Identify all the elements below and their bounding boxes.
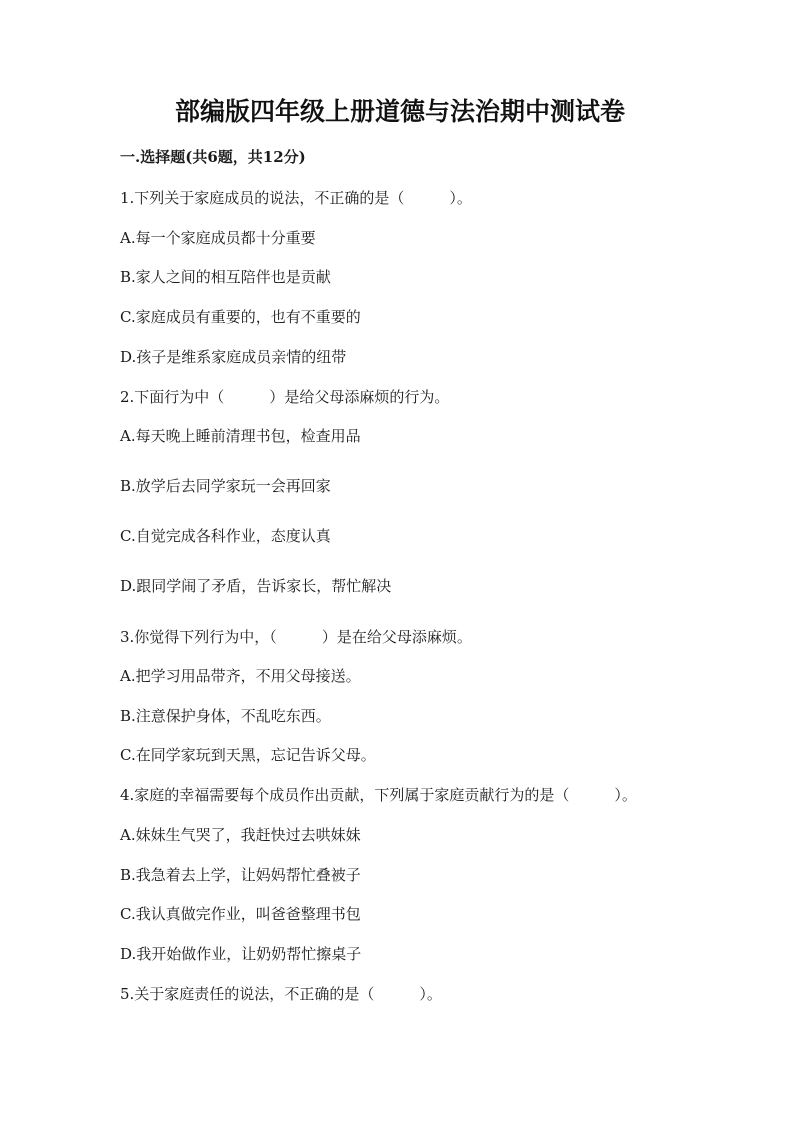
- question-1-stem: 1.下列关于家庭成员的说法，不正确的是（ ）。: [120, 189, 472, 207]
- question-1-option-a: A.每一个家庭成员都十分重要: [120, 229, 316, 247]
- section-heading: 一.选择题(共6题，共12分): [120, 148, 306, 166]
- question-2-option-c: C.自觉完成各科作业，态度认真: [120, 527, 331, 545]
- question-5-stem: 5.关于家庭责任的说法，不正确的是（ ）。: [120, 985, 442, 1003]
- question-3-option-a: A.把学习用品带齐，不用父母接送。: [120, 667, 361, 685]
- question-1-option-d: D.孩子是维系家庭成员亲情的纽带: [120, 348, 347, 366]
- question-4-stem: 4.家庭的幸福需要每个成员作出贡献，下列属于家庭贡献行为的是（ ）。: [120, 786, 637, 804]
- page-title: 部编版四年级上册道德与法治期中测试卷: [174, 97, 625, 126]
- question-4-option-b: B.我急着去上学，让妈妈帮忙叠被子: [120, 866, 361, 884]
- question-2-option-b: B.放学后去同学家玩一会再回家: [120, 477, 331, 495]
- question-4-option-c: C.我认真做完作业，叫爸爸整理书包: [120, 905, 361, 923]
- question-4-option-d: D.我开始做作业，让奶奶帮忙擦桌子: [120, 945, 362, 963]
- question-2-stem: 2.下面行为中（ ）是给父母添麻烦的行为。: [120, 388, 450, 406]
- question-1-option-c: C.家庭成员有重要的，也有不重要的: [120, 308, 361, 326]
- question-2-option-a: A.每天晚上睡前清理书包，检查用品: [120, 427, 361, 445]
- question-4-option-a: A.妹妹生气哭了，我赶快过去哄妹妹: [120, 826, 361, 844]
- question-2-option-d: D.跟同学闹了矛盾，告诉家长，帮忙解决: [120, 577, 392, 595]
- question-3-option-b: B.注意保护身体，不乱吃东西。: [120, 707, 331, 725]
- question-3-option-c: C.在同学家玩到天黑，忘记告诉父母。: [120, 746, 376, 764]
- question-1-option-b: B.家人之间的相互陪伴也是贡献: [120, 268, 331, 286]
- question-3-stem: 3.你觉得下列行为中，（ ）是在给父母添麻烦。: [120, 628, 472, 646]
